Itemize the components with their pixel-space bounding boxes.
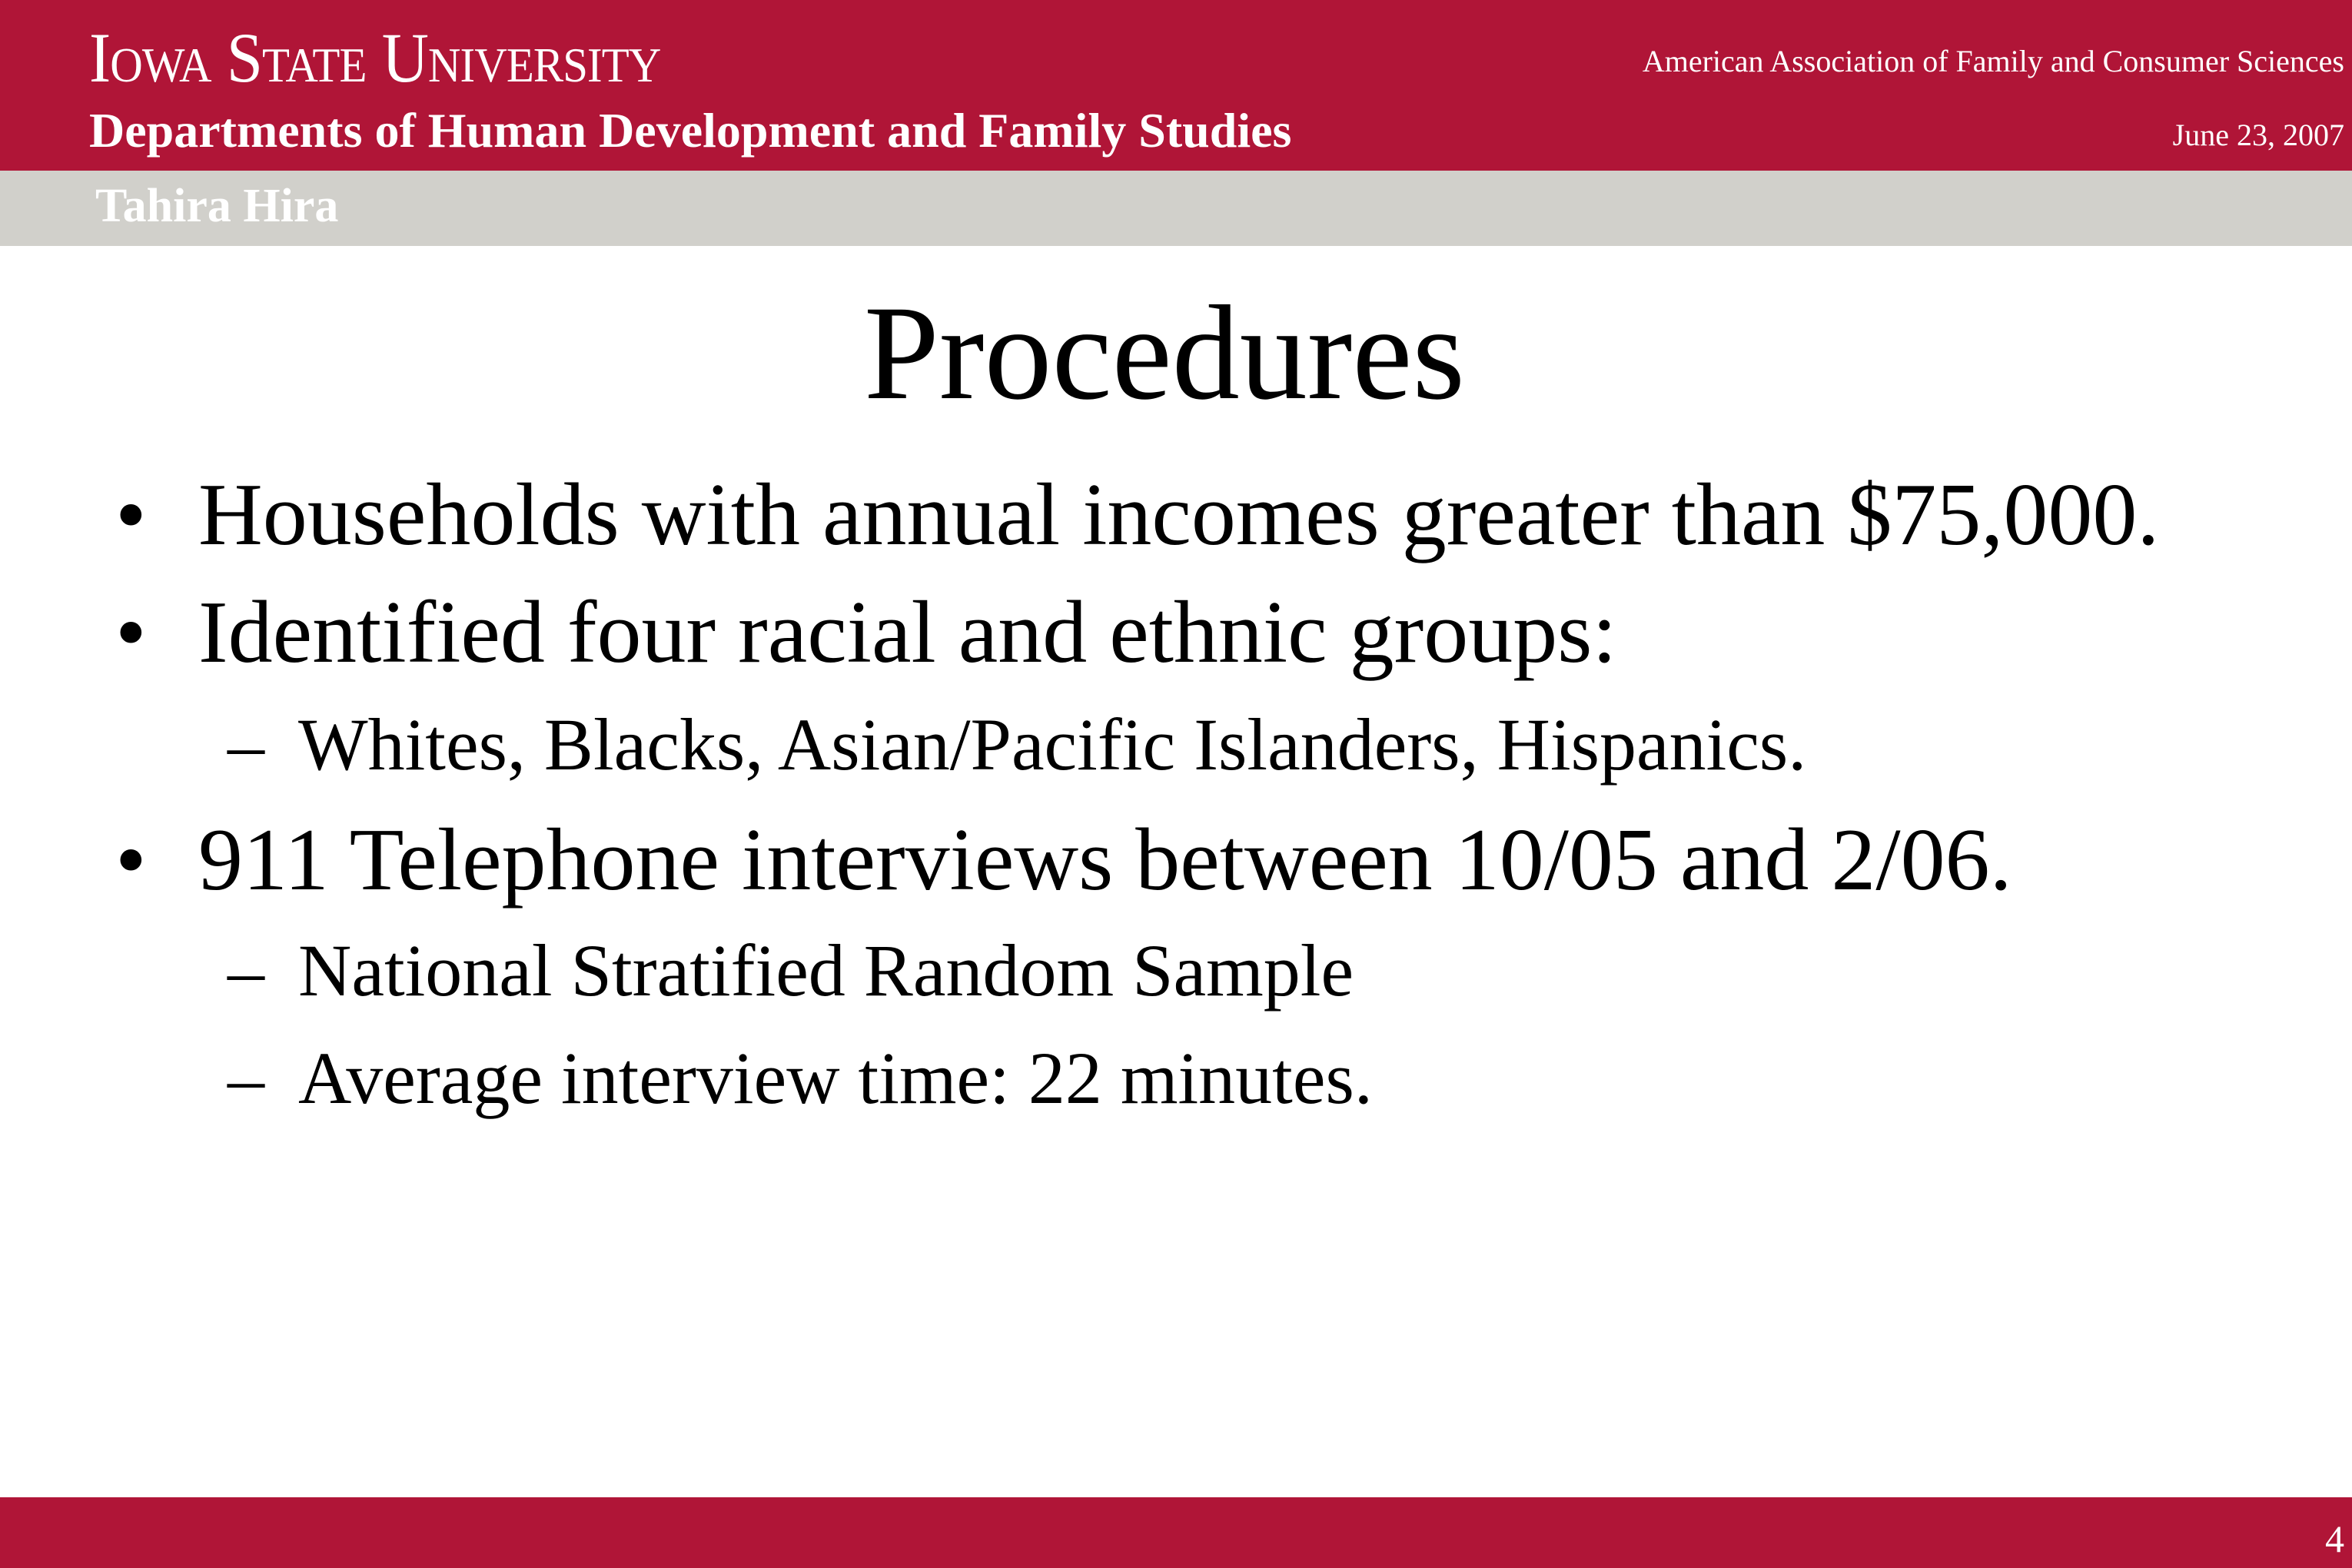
conference-date: June 23, 2007 — [2172, 118, 2344, 152]
sub-item-2-1: Whites, Blacks, Asian/Pacific Islanders, Hispanics. — [298, 703, 1807, 786]
bullet-item-1: Households with annual incomes greater than $75,000. — [198, 466, 2160, 564]
bullet-marker: • — [115, 583, 147, 682]
slide-title: Procedures — [864, 278, 1465, 428]
bullet-item-3: 911 Telephone interviews between 10/05 and 2/06. — [198, 811, 2012, 909]
page-number: 4 — [2325, 1517, 2344, 1560]
bullet-marker: • — [115, 811, 147, 909]
dash-marker: – — [228, 703, 264, 786]
university-name: Iowa State University — [89, 18, 661, 97]
dash-marker: – — [228, 929, 264, 1012]
sub-item-3-2: Average interview time: 22 minutes. — [298, 1037, 1373, 1119]
sub-item-3-1: National Stratified Random Sample — [298, 929, 1354, 1012]
dash-marker: – — [228, 1037, 264, 1119]
department-name: Departments of Human Development and Family Studies — [89, 103, 1292, 158]
footer-band — [0, 1497, 2352, 1568]
bullet-marker: • — [115, 466, 147, 564]
author-name: Tahira Hira — [95, 180, 339, 232]
bullet-item-2: Identified four racial and ethnic groups: — [198, 583, 1617, 682]
conference-name: American Association of Family and Consumer Sciences — [1642, 44, 2344, 78]
